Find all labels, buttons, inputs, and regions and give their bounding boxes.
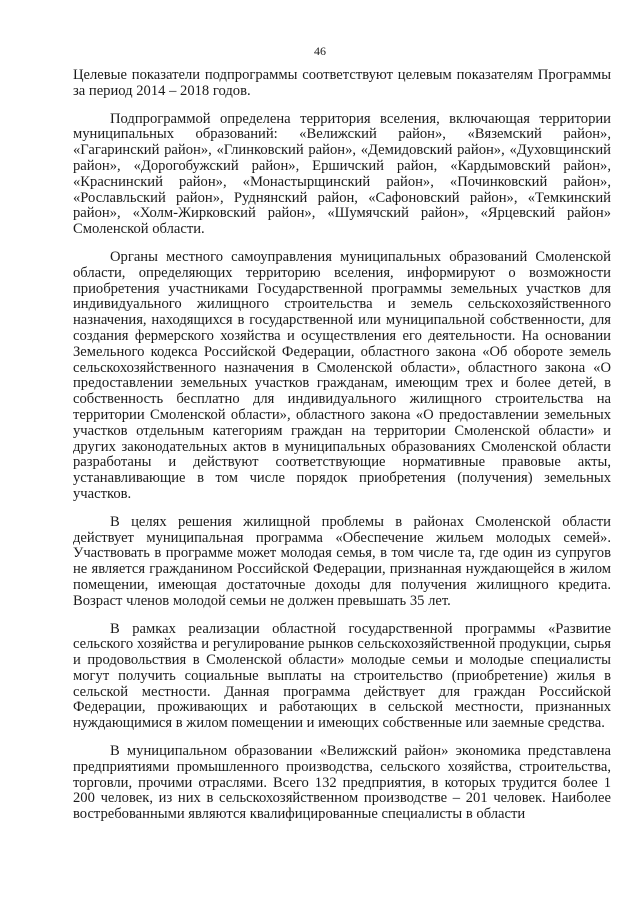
document-body	[73, 68, 611, 835]
paragraph-rural-development: В рамках реализации областной государственной программы «Развитие сельского хозяйства и регулирование рынков сельскохозяйственной продукции, сырья и продовольствия в Смоленской области» молодые семьи и молодые специалисты могут получить социальные выплаты на строительство (приобретение) жилья в сельской местности. Данная программа действует для граждан Российской Федерации, проживающих и работающих в сельской местности, признанных нуждающимися в жилом помещении и имеющих собственные или заемные средства.	[73, 620, 611, 732]
paragraph-velizh-economy: В муниципальном образовании «Велижский район» экономика представлена предприятиями промышленного производства, сельского хозяйства, строительства, торговли, прочими отраслями. Всего 132 предприятия, в которых трудится более 1 200 человек, из них в сельскохозяйственном производстве – 201 человек. Наиболее востребованными являются квалифицированные специалисты в области	[73, 743, 611, 823]
paragraph-targets: Целевые показатели подпрограммы соответствуют целевым показателям Программы за период 2014 – 2018 годов.	[73, 67, 611, 99]
page-number: 46	[314, 44, 326, 58]
paragraph-young-families: В целях решения жилищной проблемы в районах Смоленской области действует муниципальная программа «Обеспечение жильем молодых семей». Участвовать в программе может молодая семья, в том числе та, где один из супругов не является гражданином Российской Федерации, признанная нуждающейся в жилом помещении, имеющая достаточные доходы для получения жилищного кредита. Возраст членов молодой семьи не должен превышать 35 лет.	[73, 513, 611, 609]
paragraph-territory: Подпрограммой определена территория вселения, включающая территории муниципальных образований: «Велижский район», «Вяземский район», «Гагаринский район», «Глинковский район», «Демидовский район», «Духовщинский район», «Дорогобужский район», Ершичский район, «Кардымовский район», «Краснинский район», «Монастырщинский район», «Починковский район», «Рославльский район», Руднянский район, «Сафоновский район», «Темкинский район», «Холм-Жирковский район», «Шумячский район», «Ярцевский район» Смоленской области.	[73, 110, 611, 238]
paragraph-land-plots: Органы местного самоуправления муниципальных образований Смоленской области, определяющих территорию вселения, информируют о возможности приобретения участниками Государственной программы земельных участков для индивидуального жилищного строительства и земель сельскохозяйственного назначения, находящихся в государственной или муниципальной собственности, для создания фермерского хозяйства и осуществления его деятельности. На основании Земельного кодекса Российской Федерации, областного закона «Об обороте земель сельскохозяйственного назначения в Смоленской области», областного закона «О предоставлении земельных участков гражданам, имеющим трех и более детей, в собственность бесплатно для индивидуального жилищного строительства на территории Смоленской области», областного закона «О предоставлении земельных участков отдельным категориям граждан на территории Смоленской области» и других законодательных актов в муниципальных образованиях Смоленской области разработаны и действуют соответствующие нормативные правовые акты, устанавливающие в том числе порядок приобретения (получения) земельных участков.	[73, 248, 611, 502]
